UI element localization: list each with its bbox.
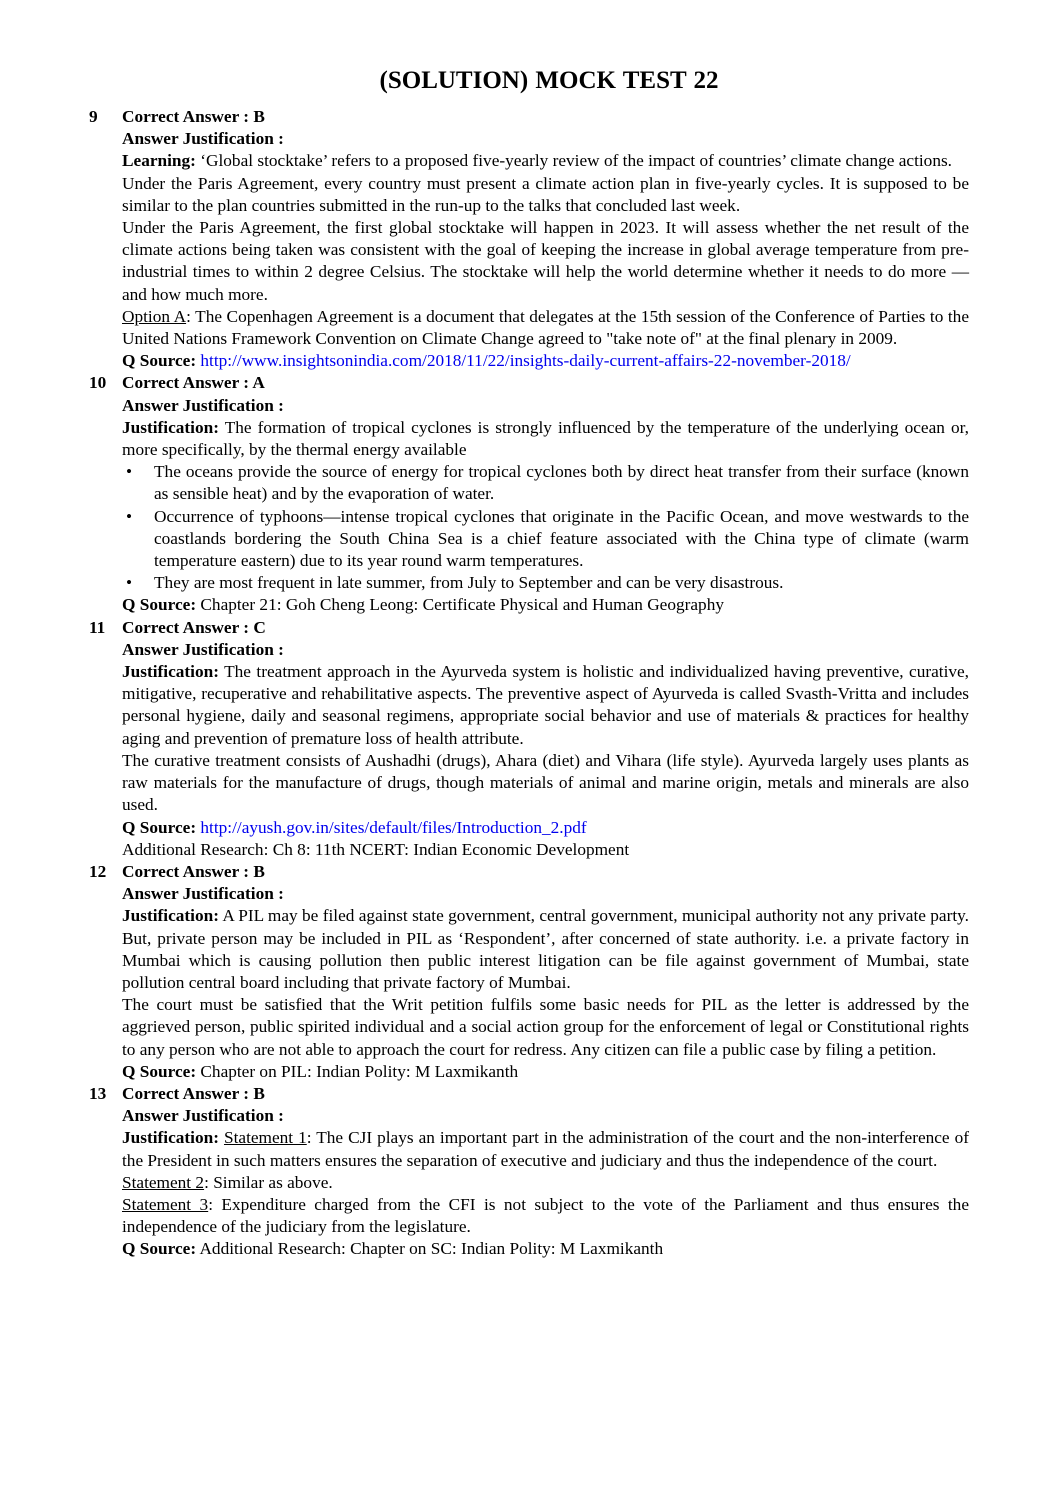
source-link[interactable]: http://www.insightsonindia.com/2018/11/22/insights-daily-current-affairs-22-november-2018/: [200, 351, 851, 371]
question-12: [89, 861, 969, 1083]
correct-answer: Correct Answer : A: [122, 373, 265, 393]
statement-text: : Similar as above.: [204, 1172, 333, 1192]
bullet-item: [122, 506, 969, 573]
question-number: 13: [89, 1083, 107, 1103]
question-number: 9: [89, 107, 98, 126]
source-line: [122, 350, 969, 372]
statement-paragraph: [122, 1127, 969, 1171]
justification-label: Justification:: [122, 417, 219, 437]
source-text: Additional Research: Chapter on SC: Indian Polity: M Laxmikanth: [196, 1239, 664, 1259]
option-label: Option A: [122, 306, 187, 326]
question-11: [89, 617, 969, 861]
justification-heading: Answer Justification :: [122, 1106, 284, 1126]
justification-heading: Answer Justification :: [122, 395, 284, 415]
statement-label: Statement 3: [122, 1194, 209, 1214]
bullet-icon: •: [126, 506, 133, 526]
source-text: Chapter on PIL: Indian Polity: M Laxmikanth: [196, 1061, 519, 1081]
correct-answer: Correct Answer : C: [122, 617, 266, 637]
justification-paragraph: [122, 905, 969, 994]
source-label: Q Source:: [122, 1239, 197, 1259]
justification-label: Justification:: [122, 1128, 219, 1148]
source-line: [122, 1238, 969, 1260]
bullet-item: [122, 572, 969, 594]
justification-label: Justification:: [122, 906, 219, 926]
page-title: (SOLUTION) MOCK TEST 22: [379, 67, 719, 94]
bullet-list: [122, 461, 969, 594]
bullet-text: Occurrence of typhoons—intense tropical cyclones that originate in the Pacific Ocean, and move westwards to the coastlands bordering the South China Sea is a chief feature associated with the China type of climate (warm temperature eastern) due to its year round warm temperatures.: [154, 506, 969, 571]
paragraph: The curative treatment consists of Aushadhi (drugs), Ahara (diet) and Vihara (life style). Ayurveda largely uses plants as raw materials for the manufacture of drugs, though materials of animal and marine origin, metals and minerals are also used.: [122, 750, 969, 815]
learning-text: ‘Global stocktake’ refers to a proposed five-yearly review of the impact of countries’ climate change actions.: [195, 151, 952, 171]
statement-paragraph: [122, 1172, 969, 1194]
additional-research: Additional Research: Ch 8: 11th NCERT: Indian Economic Development: [122, 839, 630, 859]
statement-label: Statement 2: [122, 1172, 205, 1192]
justification-heading: Answer Justification :: [122, 884, 284, 904]
question-10: [89, 372, 969, 616]
bullet-icon: •: [126, 573, 133, 593]
source-label: Q Source:: [122, 351, 197, 371]
solutions-list: [89, 106, 969, 1261]
correct-answer: Correct Answer : B: [122, 1083, 265, 1103]
option-paragraph: [122, 306, 969, 350]
correct-answer: Correct Answer : B: [122, 107, 265, 126]
learning-paragraph: [122, 150, 969, 172]
statement-text: : Expenditure charged from the CFI is not subject to the vote of the Parliament and thus ensures the independence of the judiciary from the legislature.: [122, 1194, 969, 1237]
source-line: [122, 594, 969, 616]
statement-text: : The CJI plays an important part in the administration of the court and the non-interference of the President in such matters ensures the separation of executive and judiciary and thus the independence of the court.: [122, 1128, 969, 1170]
source-line: [122, 1061, 969, 1083]
paragraph: Under the Paris Agreement, the first global stocktake will happen in 2023. It will assess whether the net result of the climate actions being taken was consistent with the goal of keeping the increase in global average temperature from pre-industrial times to within 2 degree Celsius. The stocktake will help the world determine whether it needs to do more — and how much more.: [122, 218, 969, 304]
justification-paragraph: [122, 661, 969, 750]
source-text: Chapter 21: Goh Cheng Leong: Certificate Physical and Human Geography: [196, 595, 724, 615]
source-label: Q Source:: [122, 817, 197, 837]
statement-paragraph: [122, 1194, 969, 1238]
question-9: [89, 106, 969, 372]
bullet-item: [122, 461, 969, 505]
bullet-icon: •: [126, 462, 133, 482]
source-label: Q Source:: [122, 1061, 197, 1081]
paragraph: The court must be satisfied that the Writ petition fulfils some basic needs for PIL as the letter is addressed by the aggrieved person, public spirited individual and a social action group for the enforcement of legal or Constitutional rights to any person who are not able to approach the court for redress. Any citizen can file a public case by filing a petition.: [122, 995, 969, 1059]
source-link[interactable]: http://ayush.gov.in/sites/default/files/Introduction_2.pdf: [200, 817, 587, 837]
justification-label: Justification:: [122, 662, 219, 682]
justification-text: The formation of tropical cyclones is strongly influenced by the temperature of the underlying ocean or, more specifically, by the thermal energy available: [122, 417, 969, 460]
question-number: 11: [89, 617, 106, 637]
source-label: Q Source:: [122, 595, 197, 615]
question-number: 12: [89, 861, 107, 881]
option-text: : The Copenhagen Agreement is a document that delegates at the 15th session of the Conference of Parties to the United Nations Framework Convention on Climate Change agreed to "take note of" at the final plenary in 2009.: [122, 306, 969, 349]
question-13: [89, 1083, 969, 1261]
bullet-text: They are most frequent in late summer, from July to September and can be very disastrous.: [154, 573, 784, 593]
bullet-text: The oceans provide the source of energy for tropical cyclones both by direct heat transfer from their surface (known as sensible heat) and by the evaporation of water.: [154, 462, 969, 504]
justification-text: The treatment approach in the Ayurveda system is holistic and individualized having preventive, curative, mitigative, recuperative and rehabilitative aspects. The preventive aspect of Ayurveda is called Svasth-Vritta and includes personal hygiene, daily and seasonal regimens, appropriate social behavior and use of materials & practices for healthy aging and prevention of premature loss of health attribute.: [122, 662, 969, 748]
source-line: [122, 817, 969, 839]
learning-label: Learning:: [122, 151, 196, 171]
statement-label: Statement 1: [223, 1128, 307, 1148]
correct-answer: Correct Answer : B: [122, 861, 265, 881]
justification-heading: Answer Justification :: [122, 129, 284, 149]
justification-text: A PIL may be filed against state government, central government, municipal authority not any private party. But, private person may be included in PIL as ‘Respondent’, after concerned of state authority. i.e. a private factory in Mumbai which is causing pollution then public interest litigation can be file against government of Mumbai, state pollution central board including that private factory of Mumbai.: [122, 906, 969, 992]
justification-heading: Answer Justification :: [122, 639, 284, 659]
paragraph: Under the Paris Agreement, every country must present a climate action plan in five-yearly cycles. It is supposed to be similar to the plan countries submitted in the run-up to the talks that concluded last week.: [122, 173, 969, 215]
justification-paragraph: [122, 417, 969, 461]
question-number: 10: [89, 373, 107, 393]
